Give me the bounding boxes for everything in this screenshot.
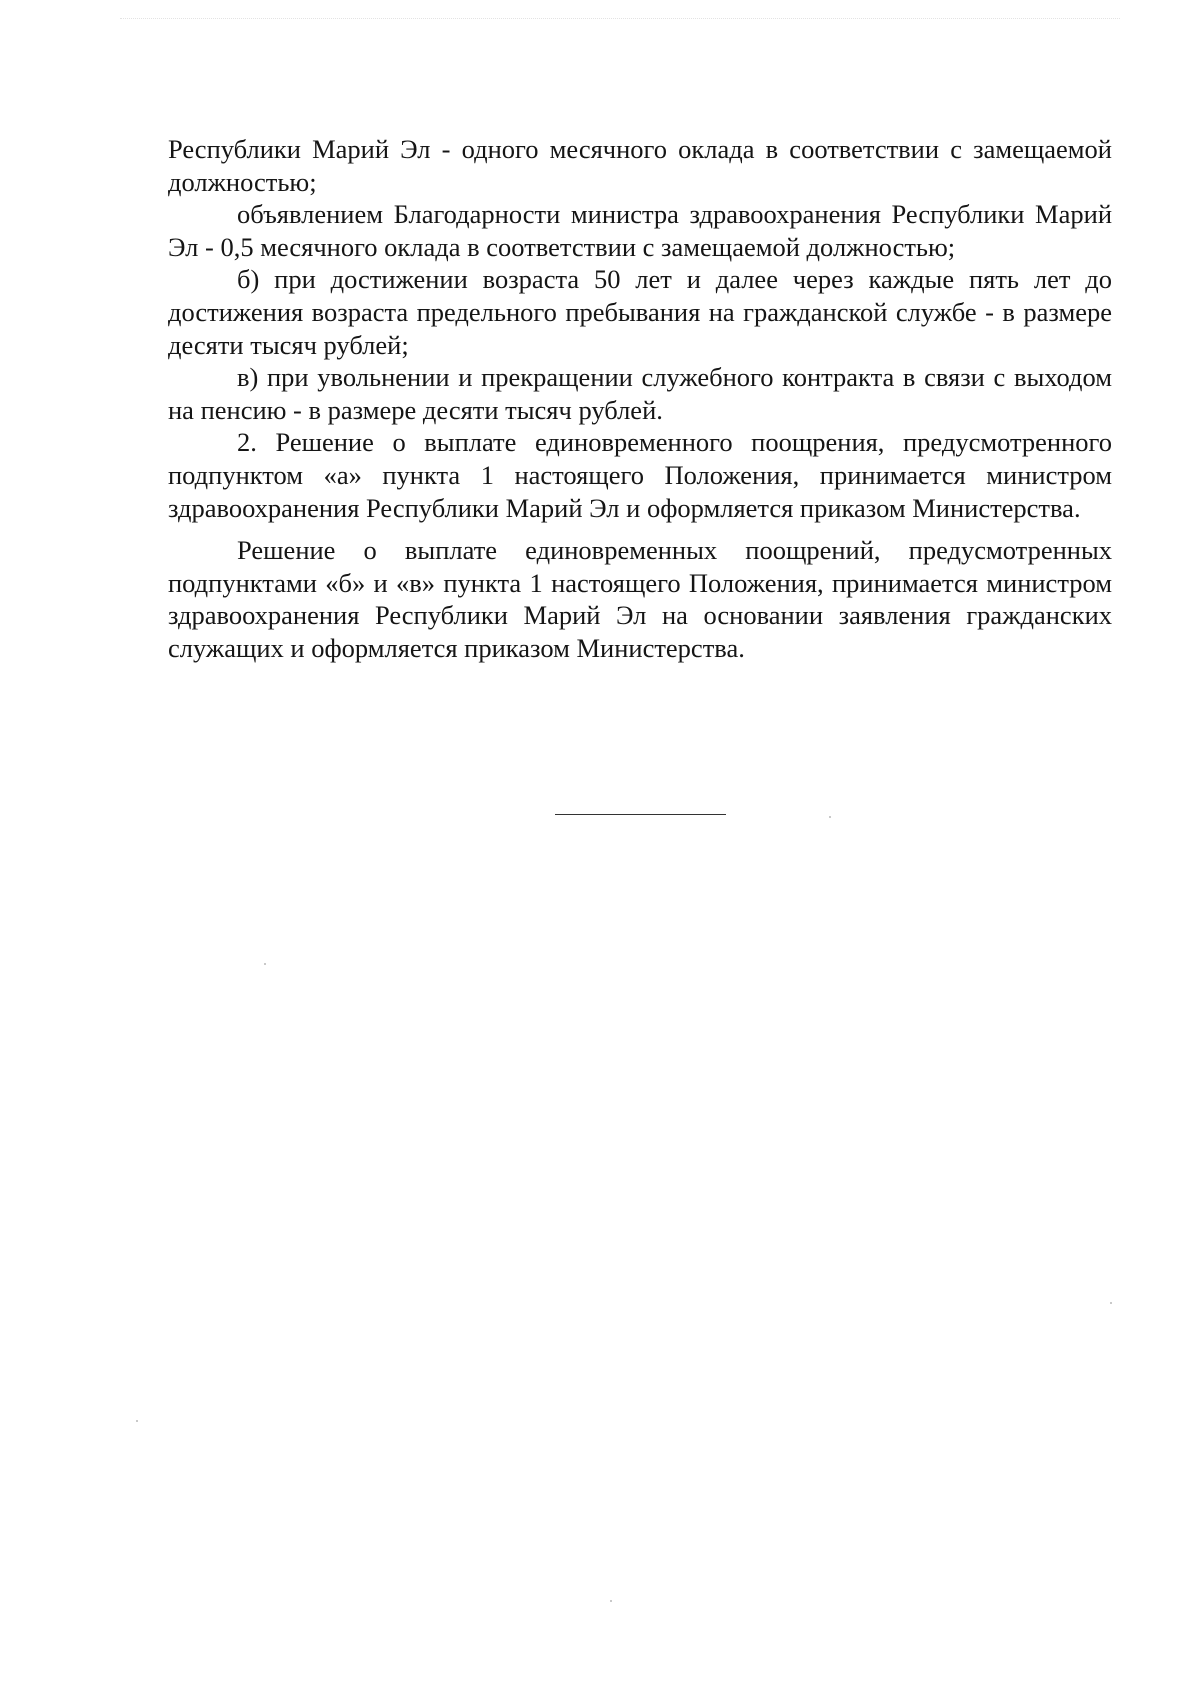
paragraph-continuation: Республики Марий Эл - одного месячного оклада в соответствии с замещаемой должностью; bbox=[168, 134, 1112, 197]
paragraph-item-v: в) при увольнении и прекращении служебного контракта в связи с выходом на пенсию - в размере десяти тысяч рублей. bbox=[168, 362, 1112, 425]
paragraph-item-b: б) при достижении возраста 50 лет и далее через каждые пять лет до достижения возраста предельного пребывания на гражданской службе - в размере десяти тысяч рублей; bbox=[168, 264, 1112, 360]
end-of-document-rule bbox=[555, 814, 726, 815]
paragraph-section-2-continued: Решение о выплате единовременных поощрений, предусмотренных подпунктами «б» и «в» пункта 1 настоящего Положения, принимается министром здравоохранения Республики Марий Эл на основании заявления гражданских служащих и оформляется приказом Министерства. bbox=[168, 535, 1112, 663]
scan-speck bbox=[1110, 1302, 1112, 1304]
scan-speck bbox=[264, 963, 266, 965]
scan-speck bbox=[136, 1420, 138, 1422]
scan-edge-line bbox=[120, 18, 1120, 21]
scan-speck bbox=[610, 1600, 612, 1602]
document-body bbox=[168, 133, 1112, 665]
scan-speck bbox=[829, 816, 831, 818]
paragraph-section-2: 2. Решение о выплате единовременного поощрения, предусмотренного подпунктом «а» пункта 1 настоящего Положения, принимается министром здравоохранения Республики Марий Эл и оформляется приказом Министерства. bbox=[168, 427, 1112, 523]
paragraph-gratitude: объявлением Благодарности министра здравоохранения Республики Марий Эл - 0,5 месячного оклада в соответствии с замещаемой должностью; bbox=[168, 199, 1112, 262]
paragraph-gap bbox=[168, 524, 1112, 534]
